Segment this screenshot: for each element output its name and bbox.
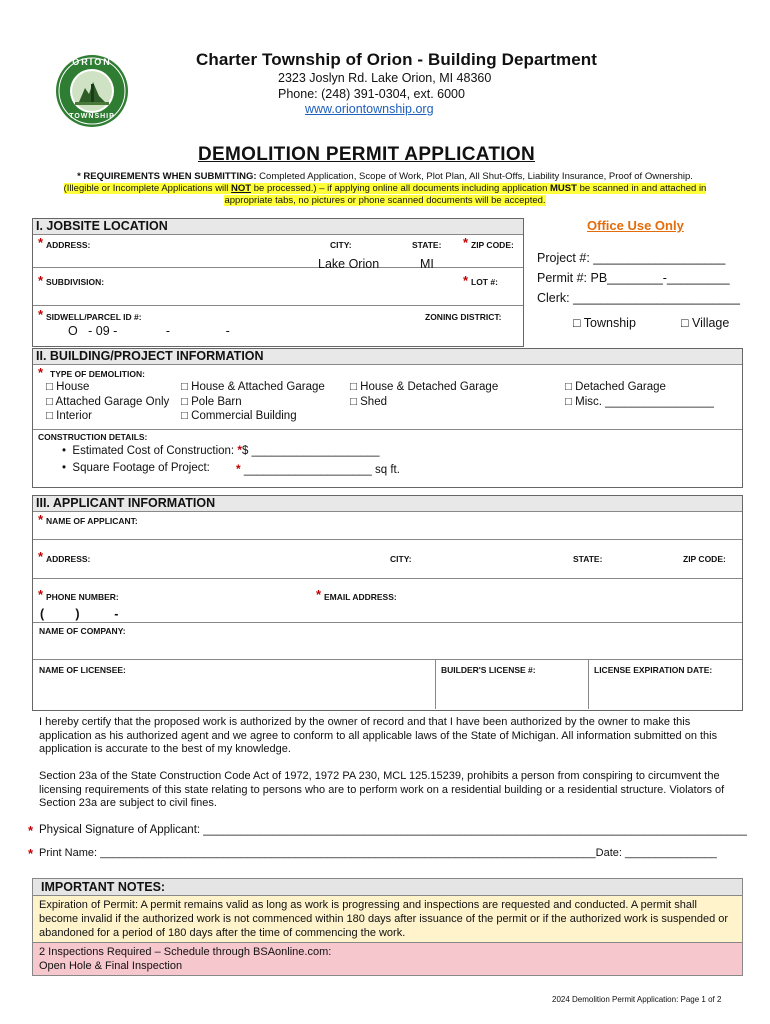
demolition-options-col-4	[565, 380, 714, 409]
requirements-line-2	[20, 183, 750, 195]
applicant-name-label: NAME OF APPLICANT:	[46, 516, 138, 526]
jobsite-address-label: ADDRESS:	[46, 240, 91, 250]
lot-label: LOT #:	[471, 277, 498, 287]
inspections-note	[33, 943, 742, 975]
divider	[33, 659, 742, 660]
section-3-title: III. APPLICANT INFORMATION	[33, 496, 742, 512]
required-marker: *	[28, 846, 34, 861]
section-1-title: I. JOBSITE LOCATION	[33, 219, 523, 235]
divider	[33, 622, 742, 623]
cost-row	[62, 443, 380, 457]
builders-license-label: BUILDER'S LICENSE #:	[441, 665, 536, 675]
cost-label: Estimated Cost of Construction:	[72, 445, 235, 457]
required-marker: *	[236, 462, 241, 476]
required-marker: *	[38, 273, 44, 288]
licensee-name-label: NAME OF LICENSEE:	[39, 665, 126, 675]
sqft-row	[62, 462, 210, 474]
required-marker: *	[38, 512, 44, 527]
jobsite-zip-label: ZIP CODE:	[471, 240, 514, 250]
important-notes-box	[32, 878, 743, 976]
req-must: MUST	[550, 183, 577, 194]
important-notes-title: IMPORTANT NOTES:	[33, 879, 742, 896]
page-footer: 2024 Demolition Permit Application: Page 1 of 2	[552, 995, 722, 1004]
required-marker: *	[316, 587, 322, 602]
email-address-label: EMAIL ADDRESS:	[324, 592, 397, 602]
required-marker: *	[38, 307, 44, 322]
demolition-options-col-1	[46, 380, 169, 424]
section-2-title: II. BUILDING/PROJECT INFORMATION	[33, 349, 742, 365]
construction-details-label: CONSTRUCTION DETAILS:	[38, 432, 148, 442]
requirements-line-1	[20, 171, 750, 183]
parcel-id-value[interactable]: O - 09 - - -	[68, 324, 230, 338]
jobsite-state-label: STATE:	[412, 240, 442, 250]
sqft-label: Square Footage of Project:	[72, 462, 210, 474]
office-project-number: Project #: ___________________	[537, 251, 726, 265]
option-detached-garage[interactable]: □ Detached Garage	[565, 381, 666, 393]
bullet: •	[62, 462, 73, 474]
option-commercial-building[interactable]: □ Commercial Building	[181, 410, 297, 422]
permit-value: PB________-_________	[590, 271, 730, 285]
bullet: •	[62, 445, 73, 457]
department-address: 2323 Joslyn Rd. Lake Orion, MI 48360	[278, 71, 492, 85]
subdivision-label: SUBDIVISION:	[46, 277, 105, 287]
option-house-attached-garage[interactable]: □ House & Attached Garage	[181, 381, 325, 393]
requirements-list: Completed Application, Scope of Work, Plot Plan, All Shut-Offs, Liability Insurance, Proof of Ownership.	[256, 171, 693, 182]
section-23a-paragraph: Section 23a of the State Construction Code Act of 1972, 1972 PA 230, MCL 125.15239, prohibits a person from conspiring to circumvent the licensing requirements of this state relating to persons who are to perform work on a residential building or a residential structure. Violators of Section 23a are subject to civil fines.	[39, 770, 725, 809]
demolition-type-label: TYPE OF DEMOLITION:	[50, 369, 145, 379]
department-title: Charter Township of Orion - Building Department	[196, 50, 598, 69]
required-marker: *	[38, 235, 44, 250]
office-use-title: Office Use Only	[587, 218, 684, 233]
cost-field[interactable]: $ ____________________	[242, 445, 380, 457]
office-township-checkbox[interactable]: □ Township	[573, 316, 636, 330]
certification-paragraph: I hereby certify that the proposed work is authorized by the owner of record and that I have been authorized by the owner to make this application as his authorized agent and we agree to conform to all applicable laws of the State of Michigan. All information submitted on this application is accurate to the best of my knowledge.	[39, 716, 718, 755]
permit-expiration-note: Expiration of Permit: A permit remains valid as long as work is progressing and inspections are requested and conducted. A permit shall become invalid if the authorized work is not commenced within 180 days after issuance of the permit or if the authorized work is suspended or abandoned for a period of 180 days after the time of commencing the work.	[33, 896, 742, 943]
applicant-state-label: STATE:	[573, 554, 603, 564]
divider	[33, 429, 742, 430]
jobsite-state-value[interactable]: MI	[420, 257, 434, 271]
divider	[588, 659, 589, 709]
requirements-line-3	[20, 195, 750, 207]
divider	[435, 659, 436, 709]
req-text-c: be scanned in and attached in	[576, 183, 707, 194]
applicant-section	[32, 495, 743, 711]
option-house-detached-garage[interactable]: □ House & Detached Garage	[350, 381, 499, 393]
signature-line[interactable]: Physical Signature of Applicant: _____________________________________________________________________________________	[39, 824, 747, 836]
requirements-lead: * REQUIREMENTS WHEN SUBMITTING:	[77, 171, 257, 182]
option-interior[interactable]: □ Interior	[46, 410, 92, 422]
form-title: DEMOLITION PERMIT APPLICATION	[198, 144, 535, 165]
applicant-city-label: CITY:	[390, 554, 412, 564]
applicant-address-label: ADDRESS:	[46, 554, 91, 564]
option-attached-garage-only[interactable]: □ Attached Garage Only	[46, 395, 170, 408]
print-name-line[interactable]: Print Name: _________________________________________________________________________________Date: _______________	[39, 847, 717, 859]
inspections-required: 2 Inspections Required – Schedule through BSAonline.com:	[39, 946, 332, 958]
office-village-checkbox[interactable]: □ Village	[681, 316, 730, 330]
required-marker: *	[463, 235, 469, 250]
jobsite-city-label: CITY:	[330, 240, 352, 250]
sqft-field-row	[236, 462, 400, 476]
demolition-options-col-2	[181, 380, 325, 424]
logo-text-top: ORION	[72, 57, 112, 67]
license-expiration-label: LICENSE EXPIRATION DATE:	[594, 665, 713, 675]
applicant-zip-label: ZIP CODE:	[683, 554, 726, 564]
option-house[interactable]: □ House	[46, 381, 90, 393]
option-shed[interactable]: □ Shed	[350, 395, 387, 408]
department-phone: Phone: (248) 391-0304, ext. 6000	[278, 87, 465, 101]
divider	[33, 305, 523, 306]
req-text-d: appropriate tabs, no pictures or phone scanned documents will be accepted.	[224, 195, 546, 206]
divider	[33, 267, 523, 268]
required-marker: *	[237, 443, 243, 457]
divider	[33, 578, 742, 579]
divider	[33, 539, 742, 540]
office-permit-number	[537, 271, 730, 285]
inspection-types: Open Hole & Final Inspection	[39, 960, 183, 972]
zoning-district-label: ZONING DISTRICT:	[425, 312, 502, 322]
sqft-field[interactable]: ____________________ sq ft.	[243, 464, 400, 476]
option-pole-barn[interactable]: □ Pole Barn	[181, 395, 242, 408]
office-clerk: Clerk: ________________________	[537, 291, 740, 305]
phone-number-label: PHONE NUMBER:	[46, 592, 119, 602]
option-misc[interactable]: □ Misc. _________________	[565, 395, 714, 408]
phone-number-field[interactable]: ( ) -	[40, 607, 119, 621]
required-marker: *	[463, 273, 469, 288]
req-text-a: (Illegible or Incomplete Applications will	[63, 183, 232, 194]
required-marker: *	[38, 365, 44, 380]
demolition-options-col-3	[350, 380, 498, 409]
logo-text-bottom: TOWNSHIP	[69, 113, 115, 120]
req-not: NOT	[231, 183, 252, 194]
permit-label: Permit #:	[537, 271, 588, 285]
required-marker: *	[38, 587, 44, 602]
req-text-b: be processed.) – if applying online all documents including application	[251, 183, 551, 194]
company-name-label: NAME OF COMPANY:	[39, 626, 126, 636]
required-marker: *	[28, 823, 34, 838]
required-marker: *	[38, 549, 44, 564]
jobsite-city-value[interactable]: Lake Orion	[318, 257, 380, 271]
parcel-id-label: SIDWELL/PARCEL ID #:	[46, 312, 142, 322]
website-link[interactable]: www.oriontownship.org	[305, 102, 434, 116]
